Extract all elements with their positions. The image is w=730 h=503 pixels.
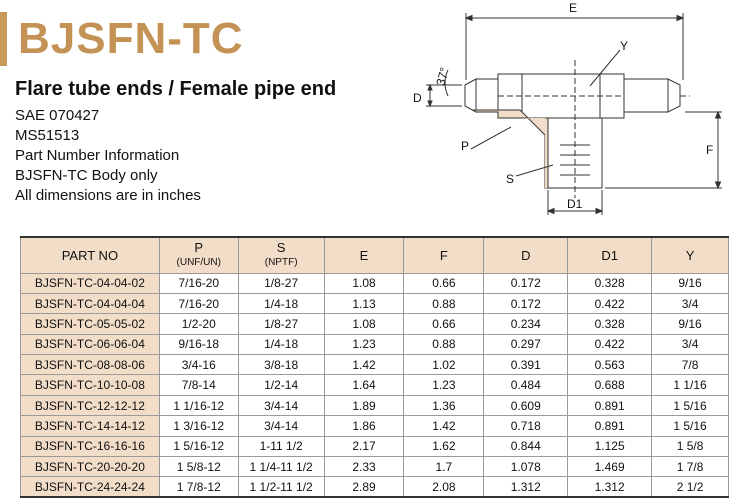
cell-e: 1.13 bbox=[324, 293, 404, 313]
table-row bbox=[21, 477, 729, 497]
cell-y: 7/8 bbox=[652, 355, 729, 375]
cell-d: 0.391 bbox=[484, 355, 568, 375]
cell-p: 9/16-18 bbox=[159, 334, 238, 354]
cell-d1: 0.328 bbox=[568, 273, 652, 293]
cell-e: 2.89 bbox=[324, 477, 404, 497]
right-flare-end bbox=[668, 79, 680, 112]
info-line-part-number: Part Number Information bbox=[15, 147, 180, 164]
cell-s: 1/4-18 bbox=[238, 293, 324, 313]
cell-e: 1.08 bbox=[324, 273, 404, 293]
cell-y: 1 5/16 bbox=[652, 395, 729, 415]
header-f: F bbox=[404, 237, 484, 273]
table-row bbox=[21, 314, 729, 334]
cell-part-no: BJSFN-TC-04-04-04 bbox=[21, 293, 160, 313]
cell-p: 7/8-14 bbox=[159, 375, 238, 395]
page-title: BJSFN-TC bbox=[18, 14, 244, 63]
label-s: S bbox=[506, 172, 515, 186]
page-subtitle: Flare tube ends / Female pipe end bbox=[15, 78, 337, 100]
cell-p: 1 5/16-12 bbox=[159, 436, 238, 456]
cell-part-no: BJSFN-TC-04-04-02 bbox=[21, 273, 160, 293]
cell-s: 1/8-27 bbox=[238, 273, 324, 293]
info-line-body: BJSFN-TC Body only bbox=[15, 167, 158, 184]
cell-f: 0.66 bbox=[404, 314, 484, 334]
label-angle: 37° bbox=[433, 65, 452, 88]
cell-f: 1.42 bbox=[404, 416, 484, 436]
table-row bbox=[21, 416, 729, 436]
header-y: Y bbox=[652, 237, 729, 273]
cell-e: 1.89 bbox=[324, 395, 404, 415]
dimensions-table bbox=[20, 236, 729, 498]
header-e: E bbox=[324, 237, 404, 273]
cell-part-no: BJSFN-TC-16-16-16 bbox=[21, 436, 160, 456]
cell-f: 0.88 bbox=[404, 293, 484, 313]
cell-d1: 1.469 bbox=[568, 457, 652, 477]
cell-y: 1 5/8 bbox=[652, 436, 729, 456]
table-header-row bbox=[21, 237, 729, 273]
cell-s: 1-11 1/2 bbox=[238, 436, 324, 456]
cell-s: 1/4-18 bbox=[238, 334, 324, 354]
table-row bbox=[21, 375, 729, 395]
cell-part-no: BJSFN-TC-08-08-06 bbox=[21, 355, 160, 375]
cell-part-no: BJSFN-TC-10-10-08 bbox=[21, 375, 160, 395]
cell-part-no: BJSFN-TC-24-24-24 bbox=[21, 477, 160, 497]
cell-e: 1.23 bbox=[324, 334, 404, 354]
label-d1: D1 bbox=[567, 197, 583, 211]
cell-part-no: BJSFN-TC-20-20-20 bbox=[21, 457, 160, 477]
cell-s: 1/2-14 bbox=[238, 375, 324, 395]
cell-e: 1.64 bbox=[324, 375, 404, 395]
cell-p: 1 3/16-12 bbox=[159, 416, 238, 436]
table-row bbox=[21, 395, 729, 415]
label-e: E bbox=[569, 1, 578, 15]
cell-d: 0.718 bbox=[484, 416, 568, 436]
cell-e: 1.86 bbox=[324, 416, 404, 436]
cell-e: 1.42 bbox=[324, 355, 404, 375]
cell-d: 0.844 bbox=[484, 436, 568, 456]
header-d1: D1 bbox=[568, 237, 652, 273]
cell-s: 3/8-18 bbox=[238, 355, 324, 375]
label-f: F bbox=[706, 143, 714, 157]
cell-f: 1.23 bbox=[404, 375, 484, 395]
cell-s: 1 1/2-11 1/2 bbox=[238, 477, 324, 497]
cell-d1: 0.891 bbox=[568, 395, 652, 415]
cell-y: 9/16 bbox=[652, 273, 729, 293]
title-accent-bar bbox=[0, 12, 7, 66]
cell-d: 0.609 bbox=[484, 395, 568, 415]
cell-d: 0.172 bbox=[484, 293, 568, 313]
cell-part-no: BJSFN-TC-12-12-12 bbox=[21, 395, 160, 415]
header-p: P (UNF/UN) bbox=[159, 237, 238, 273]
table-row bbox=[21, 273, 729, 293]
cell-d1: 1.312 bbox=[568, 477, 652, 497]
cell-f: 1.36 bbox=[404, 395, 484, 415]
cell-y: 2 1/2 bbox=[652, 477, 729, 497]
cell-s: 1/8-27 bbox=[238, 314, 324, 334]
cell-e: 1.08 bbox=[324, 314, 404, 334]
cell-f: 2.08 bbox=[404, 477, 484, 497]
header-d: D bbox=[484, 237, 568, 273]
info-line-mil-spec: MS51513 bbox=[15, 127, 80, 144]
cell-y: 3/4 bbox=[652, 334, 729, 354]
cell-d1: 1.125 bbox=[568, 436, 652, 456]
info-block bbox=[15, 106, 201, 206]
cell-e: 2.33 bbox=[324, 457, 404, 477]
cell-y: 1 5/16 bbox=[652, 416, 729, 436]
label-p: P bbox=[461, 139, 470, 153]
cell-y: 3/4 bbox=[652, 293, 729, 313]
info-line-standard: SAE 070427 bbox=[15, 107, 100, 124]
cell-part-no: BJSFN-TC-14-14-12 bbox=[21, 416, 160, 436]
table-row bbox=[21, 293, 729, 313]
cell-part-no: BJSFN-TC-05-05-02 bbox=[21, 314, 160, 334]
cell-f: 0.88 bbox=[404, 334, 484, 354]
cell-d: 1.078 bbox=[484, 457, 568, 477]
cell-f: 1.62 bbox=[404, 436, 484, 456]
table-row bbox=[21, 457, 729, 477]
cell-e: 2.17 bbox=[324, 436, 404, 456]
cell-f: 1.7 bbox=[404, 457, 484, 477]
cell-d1: 0.563 bbox=[568, 355, 652, 375]
left-flare-end bbox=[465, 79, 476, 112]
table-row bbox=[21, 436, 729, 456]
table-row bbox=[21, 334, 729, 354]
cell-p: 1 5/8-12 bbox=[159, 457, 238, 477]
cell-f: 0.66 bbox=[404, 273, 484, 293]
table-row bbox=[21, 355, 729, 375]
cell-p: 1 7/8-12 bbox=[159, 477, 238, 497]
cell-d: 0.234 bbox=[484, 314, 568, 334]
cell-y: 1 1/16 bbox=[652, 375, 729, 395]
cell-p: 7/16-20 bbox=[159, 293, 238, 313]
cell-d: 1.312 bbox=[484, 477, 568, 497]
cell-y: 9/16 bbox=[652, 314, 729, 334]
info-line-units: All dimensions are in inches bbox=[15, 187, 201, 204]
cell-y: 1 7/8 bbox=[652, 457, 729, 477]
cell-d: 0.172 bbox=[484, 273, 568, 293]
cell-d1: 0.891 bbox=[568, 416, 652, 436]
fitting-drawing bbox=[395, 0, 730, 225]
cell-s: 3/4-14 bbox=[238, 395, 324, 415]
cell-s: 3/4-14 bbox=[238, 416, 324, 436]
cell-p: 3/4-16 bbox=[159, 355, 238, 375]
cell-d: 0.297 bbox=[484, 334, 568, 354]
cell-d1: 0.688 bbox=[568, 375, 652, 395]
cell-d1: 0.422 bbox=[568, 334, 652, 354]
label-d: D bbox=[413, 91, 422, 105]
cell-p: 1/2-20 bbox=[159, 314, 238, 334]
header-part-no: PART NO bbox=[21, 237, 160, 273]
cell-d1: 0.328 bbox=[568, 314, 652, 334]
cell-p: 7/16-20 bbox=[159, 273, 238, 293]
cell-part-no: BJSFN-TC-06-06-04 bbox=[21, 334, 160, 354]
cell-s: 1 1/4-11 1/2 bbox=[238, 457, 324, 477]
label-y: Y bbox=[620, 39, 629, 53]
cell-d1: 0.422 bbox=[568, 293, 652, 313]
cell-p: 1 1/16-12 bbox=[159, 395, 238, 415]
cell-d: 0.484 bbox=[484, 375, 568, 395]
cell-f: 1.02 bbox=[404, 355, 484, 375]
header-s: S (NPTF) bbox=[238, 237, 324, 273]
